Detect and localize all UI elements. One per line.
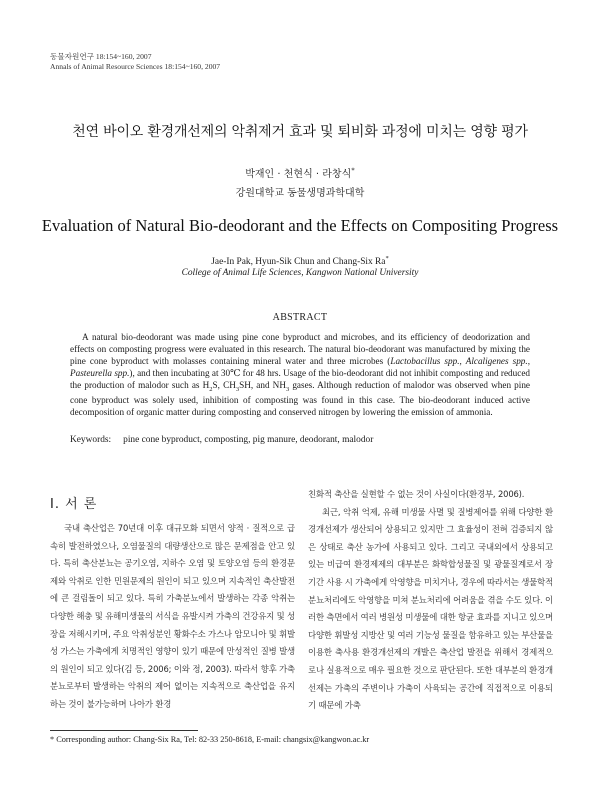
journal-line-english: Annals of Animal Resource Sciences 18:154~160, 2007 bbox=[50, 62, 221, 71]
intro-paragraph-1: 국내 축산업은 70년대 이후 대규모화 되면서 양적 · 질적으로 급속히 발전하였으나, 오염물질의 대량생산으로 많은 문제점을 안고 있다. 특히 축산분뇨는 공기오염, 지하수 오염 및 토양오염 등의 환경문제와 악취로 인한 민원문제의 원인이 되고 있으며 지속적인 축산발전에 큰 걸림돌이 되고 있다. 특히 가축분뇨에서 발생하는 각종 악취는 다양한 해충 및 유해미생물의 서식을 유발시켜 가축의 건강유지 및 성장을 저해시키며, 주요 악취성분인 황화수소 가스나 암모니아 및 휘발성 가스는 가축에게 치명적인 영향이 있기 때문에 만성적인 질병 발생의 원인이 되고 있다(김 등, 2006; 이와 정, 2003). 따라서 향후 가축분뇨로부터 발생하는 악취의 제어 없이는 지속적으로 축산업을 유지하는 것이 불가능하며 나아가 환경 bbox=[50, 523, 295, 709]
keywords-text: pine cone byproduct, composting, pig manure, deodorant, malodor bbox=[123, 435, 374, 445]
abstract-text-4: SH, and NH bbox=[239, 379, 286, 390]
intro-paragraph-2: 최근, 악취 억제, 유해 미생물 사멸 및 질병제어를 위해 다양한 환경개선제가 생산되어 상용되고 있지만 그 효율성이 전혀 검증되지 않은 상태로 축산 농가에 사용되고 있다. 그리고 국내외에서 상용되고 있는 비급여 환경제제의 대부분은 화학합성물질 및 광물질계로서 장기간 사용 시 가축에게 악영향을 미치거나, 경우에 따라서는 생물학적 분뇨처리에도 악영향을 미쳐 분뇨처리에 어려움을 겪을 수도 있다. 이러한 측면에서 여러 병원성 미생물에 대한 항균 효과를 지니고 있으며 다양한 휘발성 지방산 및 여러 기능성 물질을 함유하고 있는 부산물을 이용한 축사용 환경개선제의 개발은 축산업 발전을 위해서 경제적으로나 실용적으로 매우 필요한 것으로 판단된다. 또한 대부분의 환경개선제는 가축의 주변이나 가축이 사육되는 공간에 직접적으로 이용되기 때문에 가축 bbox=[308, 506, 553, 711]
affiliation-english: College of Animal Life Sciences, Kangwon National University bbox=[181, 268, 419, 278]
journal-header bbox=[50, 52, 220, 72]
subscript-nh3: 3 bbox=[285, 385, 290, 393]
corresponding-mark-en: * bbox=[385, 255, 389, 262]
abstract-heading: ABSTRACT bbox=[272, 312, 328, 323]
section-heading-introduction: I. 서 론 bbox=[50, 497, 98, 512]
abstract-body bbox=[70, 332, 530, 419]
abstract-text-3: S, CH bbox=[212, 379, 236, 390]
keywords-label: Keywords: bbox=[70, 435, 112, 445]
footnote-corresponding-author: * Corresponding author: Chang-Six Ra, Tel: 82-33 250-8618, E-mail: changsix@kangwon.ac.kr bbox=[50, 735, 370, 744]
abstract-microbe-names: Lactobacillus spp., Alcaligenes spp., Pasteurella spp. bbox=[70, 355, 530, 378]
authors-english bbox=[0, 255, 600, 267]
subscript-h2s: 2 bbox=[209, 385, 213, 393]
title-english: Evaluation of Natural Bio-deodorant and the Effects on Compositing Progress bbox=[41, 216, 559, 235]
journal-line-korean: 동물자원연구 18:154~160, 2007 bbox=[50, 52, 152, 61]
abstract-text-1: A natural bio-deodorant was made using pine cone byproduct and microbes, and its efficiency of deodorization and effects on composting progress were evaluated in this research. The natural bio-deodorant was manufactured by mixing the pine cone byproduct with molasses containing mineral water and three microbes ( bbox=[70, 332, 530, 366]
subscript-ch3sh: 3 bbox=[235, 385, 240, 393]
right-column bbox=[308, 486, 553, 715]
affiliation-korean: 강원대학교 동물생명과학대학 bbox=[235, 188, 365, 199]
intro-paragraph-continued: 친화적 축산을 실현할 수 없는 것이 사실이다(환경부, 2006). bbox=[308, 489, 525, 499]
authors-korean-names: 박재인 · 천현식 · 라창식 bbox=[245, 169, 352, 180]
corresponding-mark: * bbox=[351, 166, 355, 175]
authors-english-names: Jae-In Pak, Hyun-Sik Chun and Chang-Six Ra bbox=[211, 257, 386, 268]
authors-korean bbox=[0, 165, 600, 180]
keywords bbox=[70, 435, 373, 445]
abstract-text-5: gases. Although reduction of malodor was observed when pine cone byproduct was solely used, inhibition of composting was found in this case. The bio-deodorant induced active decomposition of organic matter during composting and conserved nitrogen by lowering the emission of ammonia. bbox=[70, 379, 530, 418]
footnote-rule bbox=[50, 730, 198, 731]
title-korean: 천연 바이오 환경개선제의 악취제거 효과 및 퇴비화 과정에 미치는 영향 평가 bbox=[72, 124, 528, 140]
abstract-text-2: ), and then incubating at 30℃ for 48 hrs. Usage of the bio-deodorant did not inhibit composting and reduced the production of malodor such as H bbox=[70, 367, 530, 390]
left-column bbox=[50, 520, 295, 714]
